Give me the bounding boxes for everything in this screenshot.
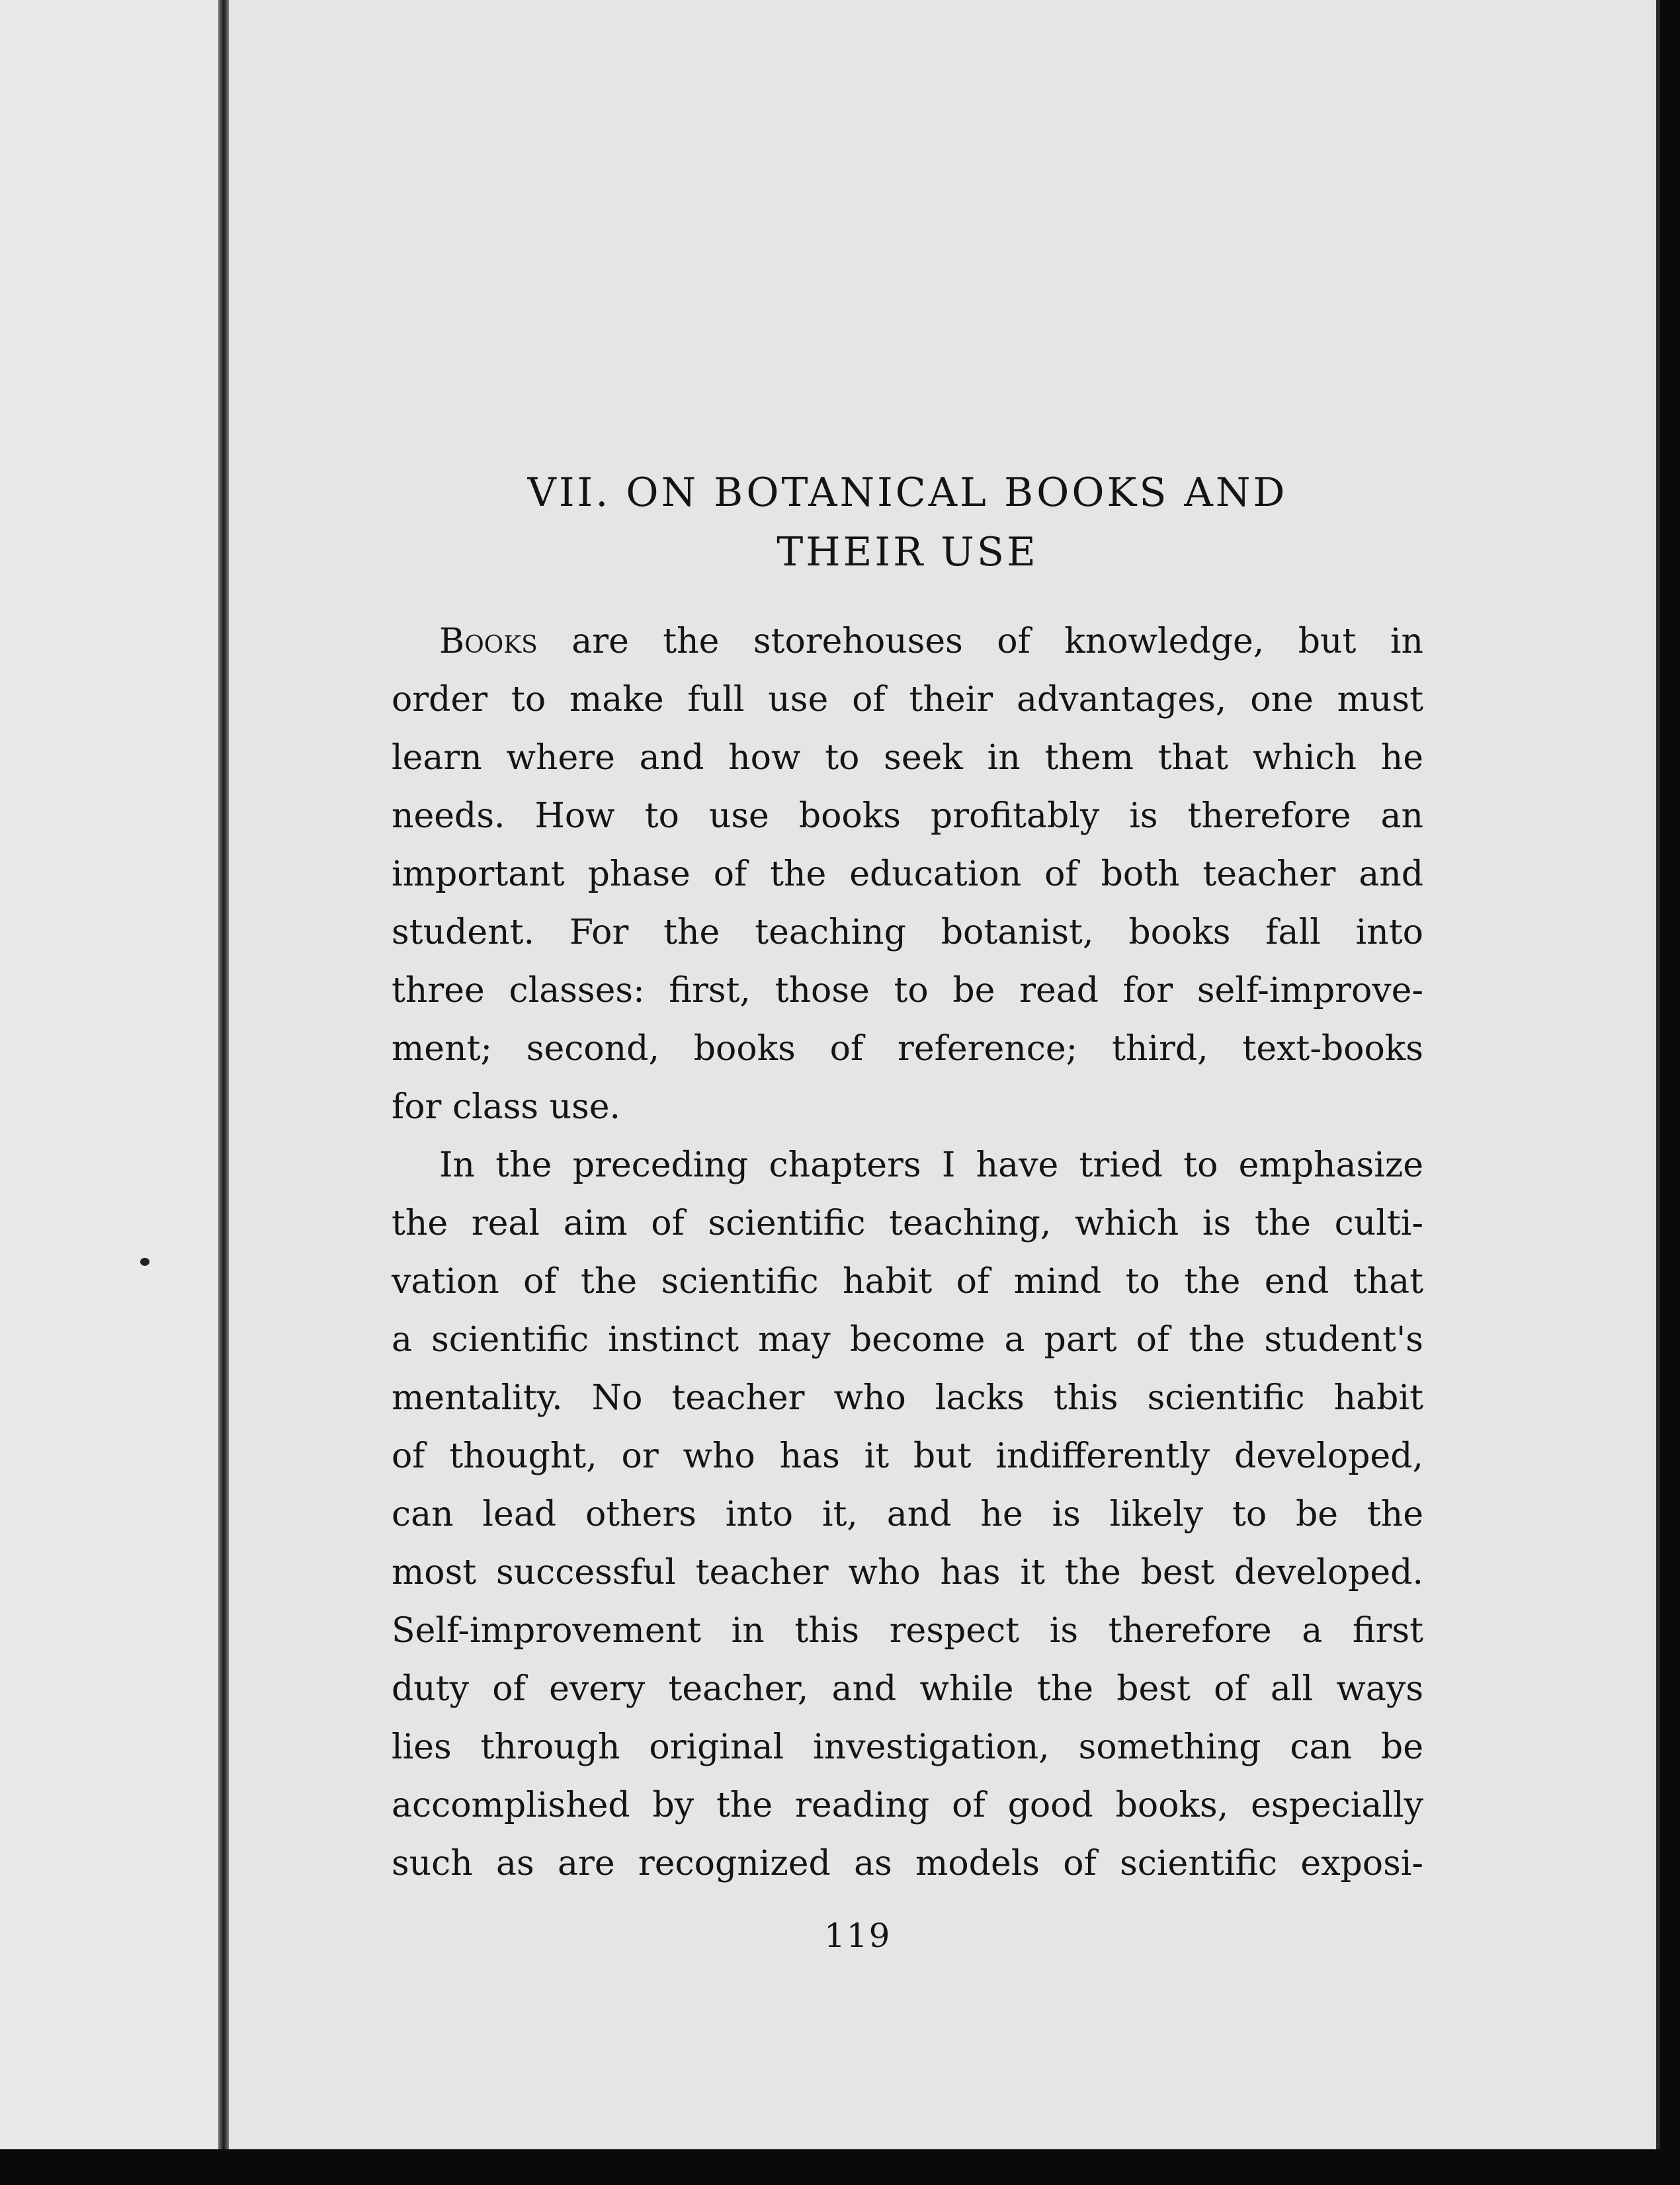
text-line: the real aim of scientific teaching, which is the culti- [392, 1204, 1423, 1243]
text-line: duty of every teacher, and while the best of all ways [392, 1669, 1423, 1709]
text-line: mentality. No teacher who lacks this scientific habit [392, 1378, 1423, 1418]
paragraph-1 [392, 612, 1423, 1136]
text-line: of thought, or who has it but indifferently developed, [392, 1436, 1423, 1476]
text-line: In the preceding chapters I have tried to emphasize [439, 1145, 1423, 1185]
chapter-title-line-2: THEIR USE [777, 529, 1038, 575]
text-line: important phase of the education of both teacher and [392, 854, 1423, 894]
scan-bottom-edge [0, 2149, 1680, 2185]
page-number: 119 [824, 1917, 892, 1955]
scan-right-edge [1660, 0, 1680, 2185]
line-rest: are the storehouses of knowledge, but in [537, 622, 1423, 661]
text-line: order to make full use of their advantages, one must [392, 680, 1423, 720]
text-line: three classes: first, those to be read for self-improve- [392, 971, 1423, 1010]
text-line [392, 612, 1423, 671]
text-line: ment; second, books of reference; third, text-books [392, 1029, 1423, 1069]
text-line: vation of the scientific habit of mind to the end that [392, 1262, 1423, 1301]
text-line: can lead others into it, and he is likely to be the [392, 1495, 1423, 1534]
first-word: Books [439, 622, 538, 661]
text-line: a scientific instinct may become a part of the student's [392, 1320, 1423, 1360]
chapter-title-line-1: VII. ON BOTANICAL BOOKS AND [527, 470, 1288, 516]
ink-speck [140, 1258, 149, 1266]
page-content [392, 463, 1423, 1893]
text-line: student. For the teaching botanist, books fall into [392, 913, 1423, 952]
left-page [0, 0, 224, 2149]
chapter-title [392, 463, 1423, 582]
text-line: lies through original investigation, something can be [392, 1727, 1423, 1767]
text-line: needs. How to use books profitably is therefore an [392, 796, 1423, 836]
paragraph-2 [392, 1136, 1423, 1893]
text-line: such as are recognized as models of scientific exposi- [392, 1844, 1423, 1883]
book-gutter [218, 0, 229, 2149]
text-line: for class use. [392, 1087, 621, 1127]
text-line: accomplished by the reading of good books, especially [392, 1786, 1423, 1825]
text-line: learn where and how to seek in them that which he [392, 738, 1423, 778]
text-line: Self-improvement in this respect is therefore a first [392, 1611, 1423, 1651]
text-line: most successful teacher who has it the best developed. [392, 1553, 1423, 1592]
